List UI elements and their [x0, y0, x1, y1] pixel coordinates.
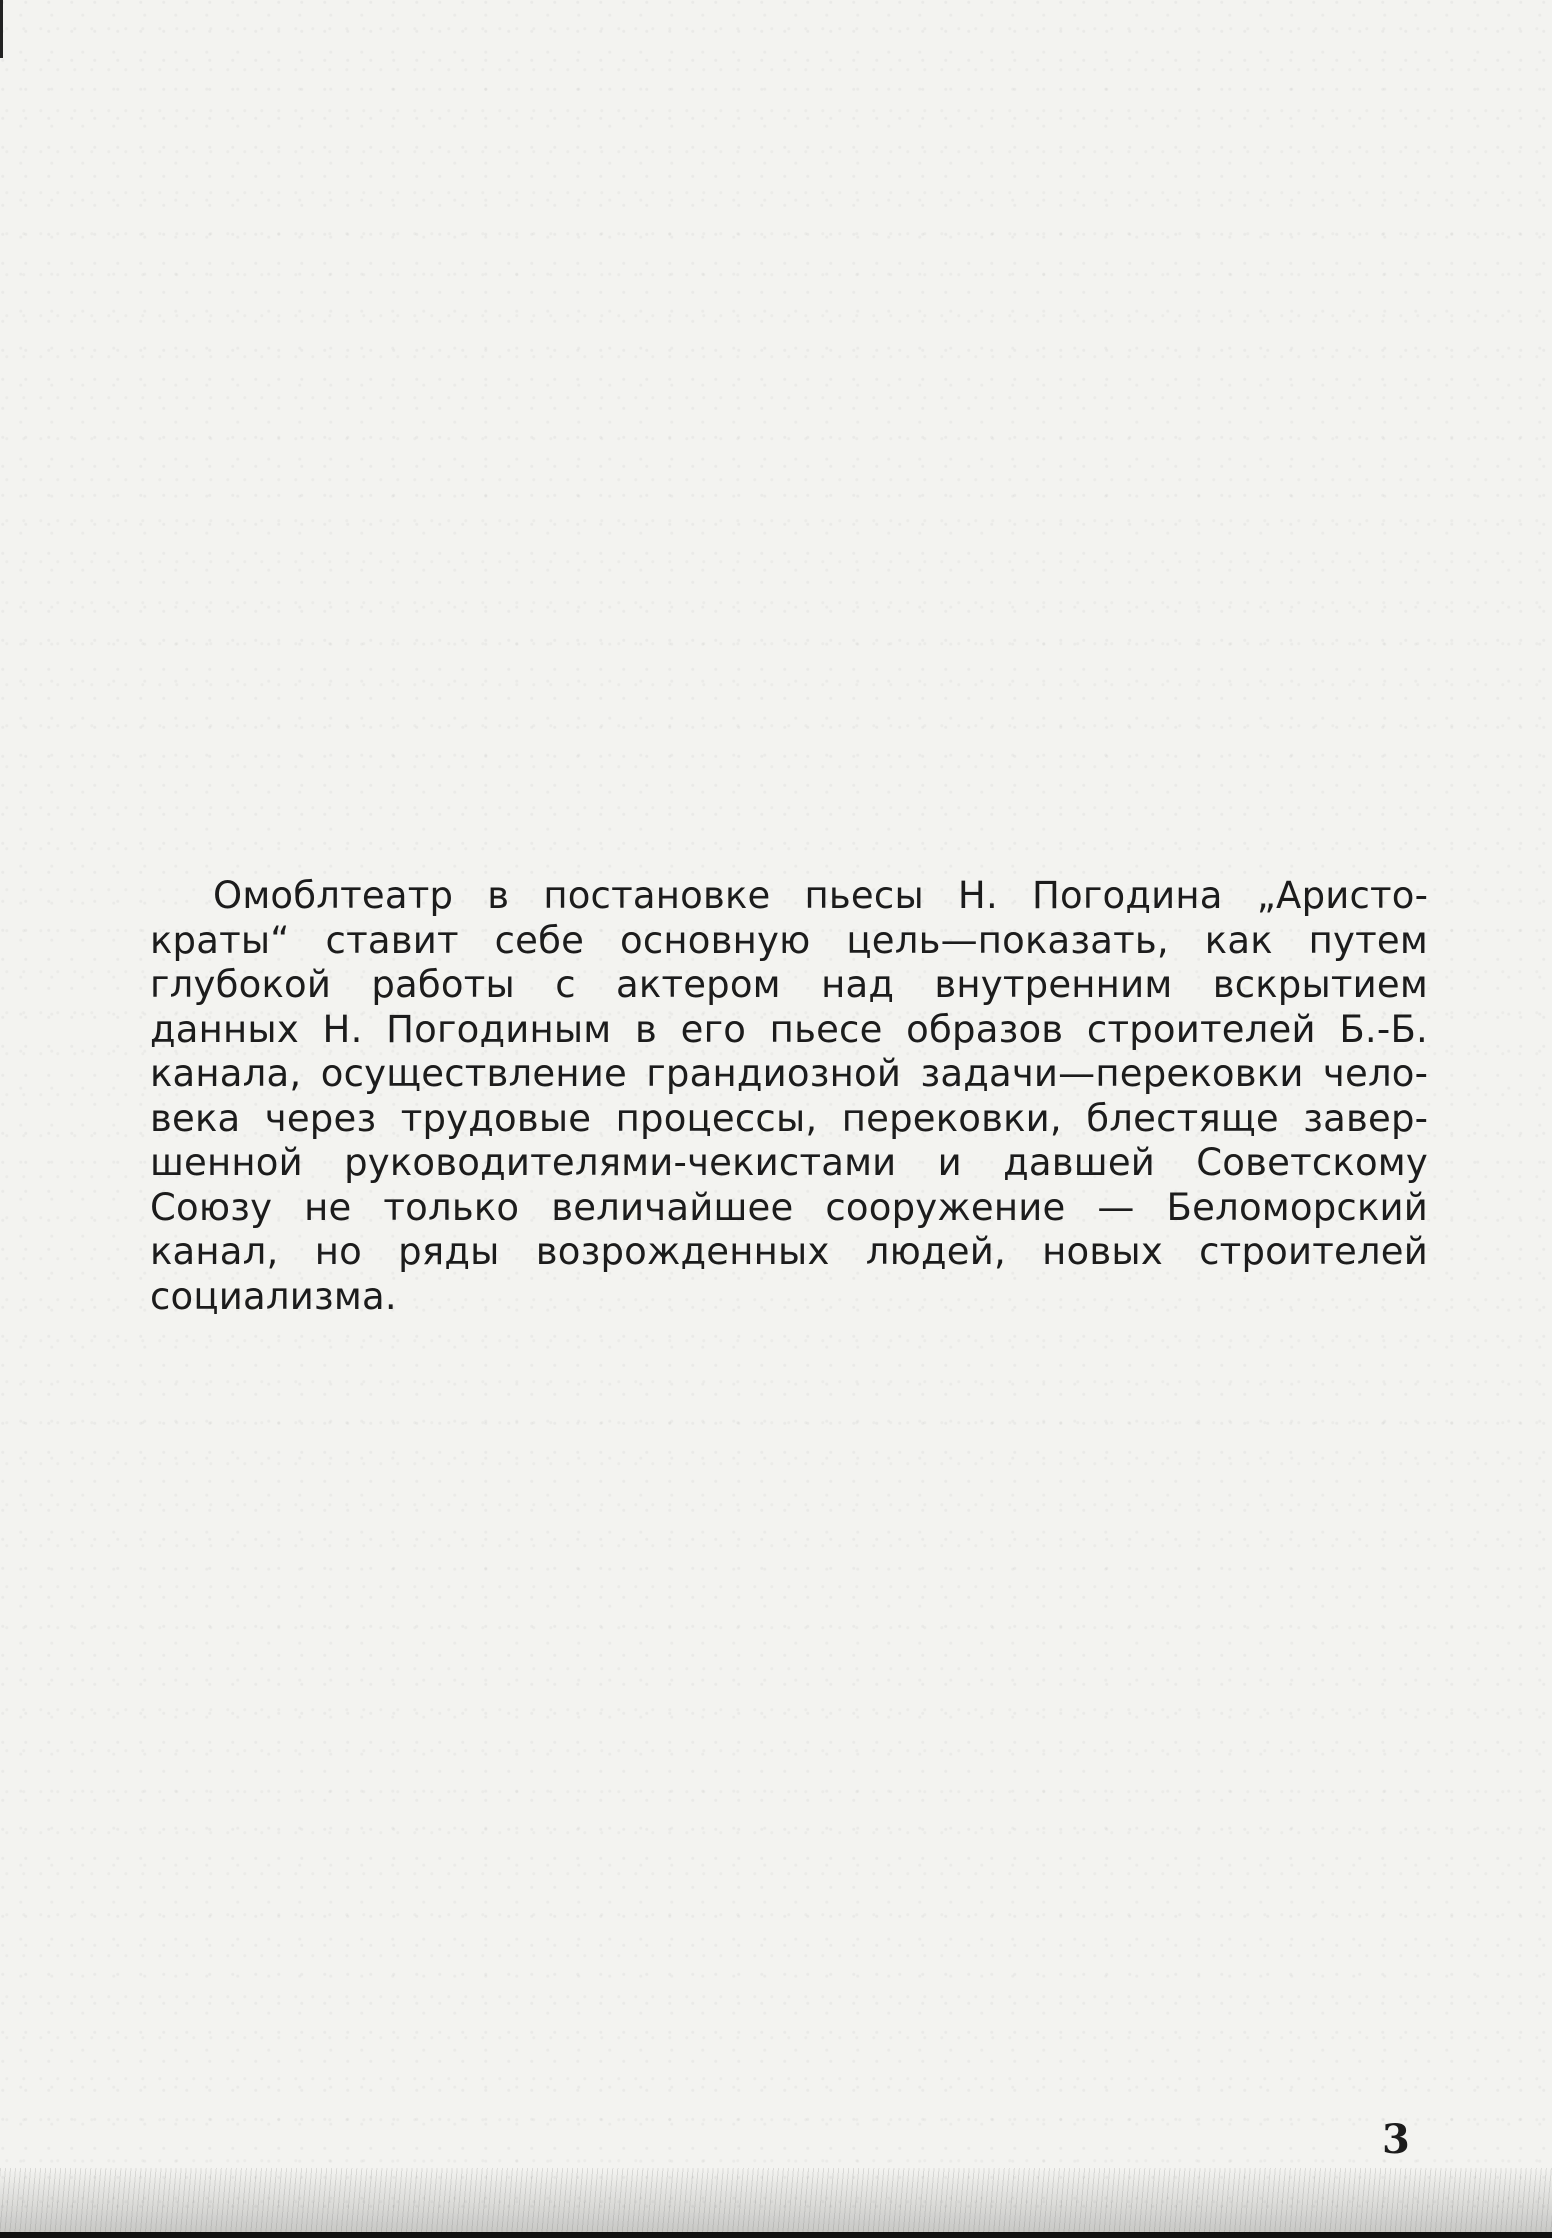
- page-number: 3: [1382, 2116, 1410, 2163]
- body-paragraph: Омоблтеатр в постановке пьесы Н. Погодина „Аристократы“ ставит себе основную цель—показать, как путем глубокой работы с актером над внутренним вскрытием данных Н. Погодиным в его пьесе образов строителей Б.-Б. канала, осуществление грандиозной задачи—перековки человека через трудовые процессы, перековки, блестяще завершенной руководителями-чекистами и давшей Советскому Союзу не только величайшее сооружение — Беломорский канал, но ряды возрожденных людей, новых строителей социализма.: [150, 874, 1428, 1318]
- page-bottom-edge: [0, 2232, 1552, 2238]
- page-left-edge: [0, 0, 3, 58]
- page-bottom-scan-noise: [0, 2168, 1552, 2238]
